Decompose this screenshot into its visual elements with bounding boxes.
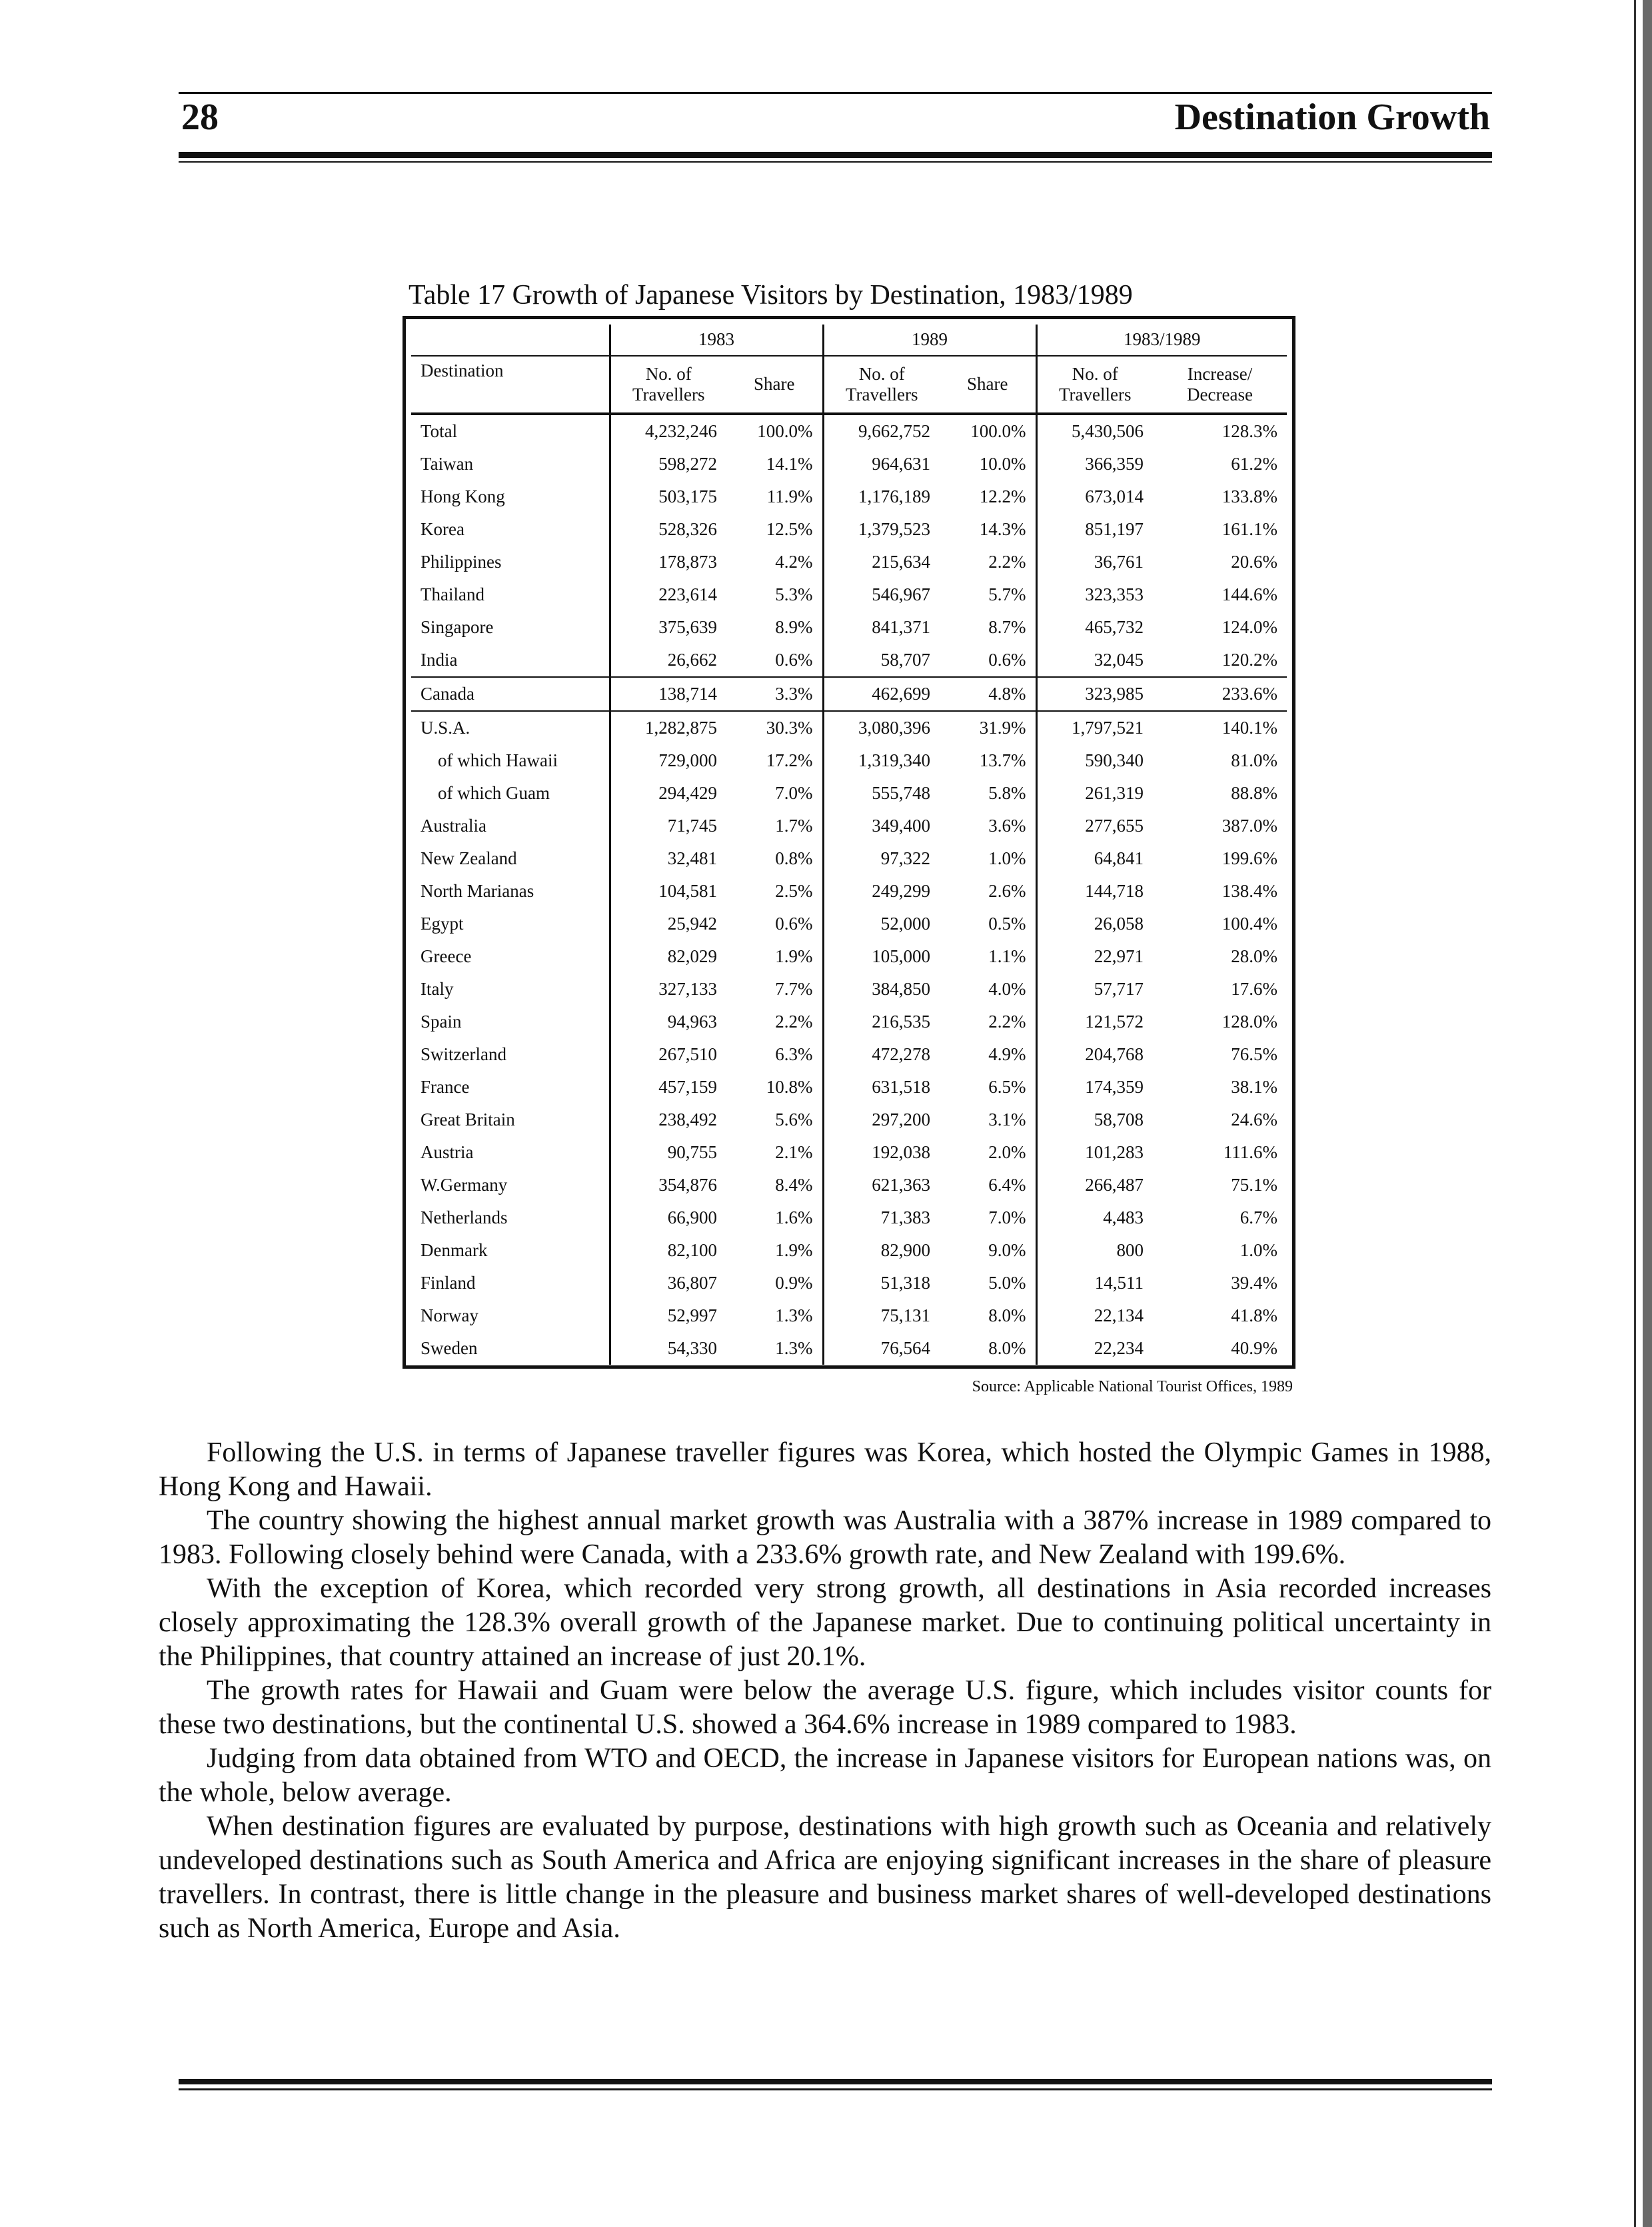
row-increase: 88.8% [1231, 783, 1278, 803]
row-travellers-1983: 90,755 [610, 1136, 726, 1169]
row-travellers-1989: 75,131 [823, 1299, 940, 1332]
row-increase: 124.0% [1222, 617, 1278, 637]
row-travellers-1983: 267,510 [610, 1038, 726, 1071]
row-destination: New Zealand [420, 848, 517, 868]
row-travellers-1989: 555,748 [823, 777, 940, 810]
row-increase: 17.6% [1231, 979, 1278, 999]
row-travellers-change: 590,340 [1036, 744, 1153, 777]
row-share-1983: 30.3% [726, 711, 823, 744]
row-travellers-change: 323,985 [1036, 677, 1153, 711]
row-increase: 61.2% [1231, 454, 1278, 474]
table-row [411, 578, 1287, 611]
row-travellers-1983: 52,997 [610, 1299, 726, 1332]
row-share-1989: 9.0% [988, 1240, 1026, 1260]
row-increase: 28.0% [1231, 946, 1278, 966]
row-travellers-1983: 375,639 [610, 611, 726, 644]
row-share-1983: 1.9% [775, 1240, 813, 1260]
row-share-1983: 8.9% [775, 617, 813, 637]
row-share-1989: 8.0% [988, 1305, 1026, 1325]
row-destination: Taiwan [420, 454, 474, 474]
row-increase: 387.0% [1222, 816, 1278, 836]
row-destination: India [420, 650, 458, 670]
table-row [411, 644, 1287, 677]
row-increase: 41.8% [1231, 1305, 1278, 1325]
row-travellers-1983: 238,492 [610, 1104, 726, 1136]
row-share-1983: 11.9% [766, 486, 813, 506]
row-increase: 128.0% [1222, 1012, 1278, 1032]
page-edge [1643, 0, 1652, 2227]
table-row [411, 1071, 1287, 1104]
row-travellers-change: 5,430,506 [1036, 414, 1153, 448]
table-row [411, 1169, 1287, 1201]
row-travellers-change: 36,761 [1036, 546, 1153, 578]
row-travellers-1989: 215,634 [823, 546, 940, 578]
row-increase: 133.8% [1222, 486, 1278, 506]
row-destination: Denmark [420, 1240, 488, 1260]
table-row [411, 677, 1287, 711]
row-travellers-1983: 54,330 [610, 1332, 726, 1365]
table-row [411, 1234, 1287, 1267]
year-header-1983: 1983 [610, 325, 823, 356]
row-increase: 233.6% [1153, 677, 1287, 711]
row-travellers-1989: 621,363 [823, 1169, 940, 1201]
table-row [411, 1299, 1287, 1332]
row-destination: Egypt [420, 914, 464, 934]
paragraph: The country showing the highest annual market growth was Australia with a 387% increase in 1989 compared to 1983. Following closely behind were Canada, with a 233.6% growth rate, and New Zealand with 199.6%. [159, 1505, 1491, 1570]
table-row [411, 448, 1287, 480]
row-destination: Korea [420, 519, 464, 539]
col-header-destination: Destination [411, 356, 610, 414]
row-travellers-change: 14,511 [1036, 1267, 1153, 1299]
row-destination: Hong Kong [420, 486, 505, 506]
col-header-travellers-1983: No. of Travellers [610, 356, 726, 414]
row-share-1983: 0.6% [775, 914, 813, 934]
row-destination: W.Germany [420, 1175, 508, 1195]
row-destination: Italy [420, 979, 454, 999]
table-row [411, 1201, 1287, 1234]
row-share-1983: 2.5% [775, 881, 813, 901]
row-travellers-1989: 82,900 [823, 1234, 940, 1267]
row-travellers-1983: 354,876 [610, 1169, 726, 1201]
row-share-1989: 1.1% [988, 946, 1026, 966]
row-travellers-1983: 457,159 [610, 1071, 726, 1104]
row-travellers-1983: 71,745 [610, 810, 726, 842]
row-destination: of which Guam [438, 783, 550, 803]
row-increase: 24.6% [1231, 1110, 1278, 1129]
row-travellers-1989: 71,383 [823, 1201, 940, 1234]
row-increase: 38.1% [1231, 1077, 1278, 1097]
footer-rule-thick [179, 2079, 1492, 2084]
header-blank [411, 325, 610, 356]
row-travellers-1989: 105,000 [823, 940, 940, 973]
row-share-1989: 4.0% [988, 979, 1026, 999]
row-destination: Sweden [420, 1338, 478, 1358]
row-travellers-1989: 841,371 [823, 611, 940, 644]
row-destination: Spain [420, 1012, 462, 1032]
row-travellers-1983: 104,581 [610, 875, 726, 908]
row-travellers-1983: 1,282,875 [610, 711, 726, 744]
row-travellers-1989: 97,322 [823, 842, 940, 875]
row-share-1983: 17.2% [766, 750, 813, 770]
row-share-1983: 3.3% [726, 677, 823, 711]
row-share-1983: 10.8% [766, 1077, 813, 1097]
row-share-1989: 1.0% [988, 848, 1026, 868]
row-travellers-1989: 216,535 [823, 1006, 940, 1038]
header-rule-thin [179, 161, 1492, 163]
row-share-1983: 1.7% [775, 816, 813, 836]
row-destination: Austria [420, 1142, 474, 1162]
table-row [411, 513, 1287, 546]
row-increase: 140.1% [1153, 711, 1287, 744]
year-header-change: 1983/1989 [1036, 325, 1287, 356]
row-share-1983: 1.3% [775, 1338, 813, 1358]
row-share-1983: 12.5% [766, 519, 813, 539]
row-travellers-1983: 25,942 [610, 908, 726, 940]
row-destination: Canada [411, 677, 610, 711]
table-row [411, 480, 1287, 513]
col-header-increase: Increase/ Decrease [1153, 356, 1287, 414]
row-destination: Thailand [420, 584, 484, 604]
row-travellers-1983: 528,326 [610, 513, 726, 546]
row-destination: U.S.A. [411, 711, 610, 744]
table-source: Source: Applicable National Tourist Offices, 1989 [972, 1378, 1293, 1395]
row-travellers-1989: 964,631 [823, 448, 940, 480]
row-share-1989: 2.2% [988, 1012, 1026, 1032]
running-head: Destination Growth [1174, 97, 1490, 138]
header-rule-top [179, 92, 1492, 94]
row-travellers-change: 58,708 [1036, 1104, 1153, 1136]
row-travellers-1983: 82,029 [610, 940, 726, 973]
row-travellers-change: 204,768 [1036, 1038, 1153, 1071]
row-destination: Great Britain [420, 1110, 515, 1129]
page-edge-line [1634, 0, 1636, 2227]
row-share-1989: 6.5% [988, 1077, 1026, 1097]
row-travellers-change: 144,718 [1036, 875, 1153, 908]
row-travellers-1983: 82,100 [610, 1234, 726, 1267]
row-travellers-1983: 32,481 [610, 842, 726, 875]
row-travellers-1989: 1,176,189 [823, 480, 940, 513]
row-share-1989: 0.5% [988, 914, 1026, 934]
row-increase: 161.1% [1222, 519, 1278, 539]
row-destination: Singapore [420, 617, 494, 637]
row-destination: Switzerland [420, 1044, 506, 1064]
row-destination: Philippines [420, 552, 502, 572]
row-travellers-1983: 138,714 [610, 677, 726, 711]
row-travellers-change: 101,283 [1036, 1136, 1153, 1169]
row-travellers-change: 22,234 [1036, 1332, 1153, 1365]
row-travellers-1983: 327,133 [610, 973, 726, 1006]
table-row [411, 546, 1287, 578]
row-travellers-1989: 297,200 [823, 1104, 940, 1136]
row-travellers-1983: 66,900 [610, 1201, 726, 1234]
row-increase: 20.6% [1231, 552, 1278, 572]
year-header-1989: 1989 [823, 325, 1036, 356]
row-share-1989: 5.0% [988, 1273, 1026, 1293]
table-row [411, 842, 1287, 875]
row-increase: 128.3% [1222, 421, 1278, 441]
row-share-1989: 0.6% [988, 650, 1026, 670]
row-travellers-change: 64,841 [1036, 842, 1153, 875]
table-row [411, 810, 1287, 842]
row-share-1989: 13.7% [979, 750, 1026, 770]
table-row [411, 1332, 1287, 1365]
row-share-1989: 2.6% [988, 881, 1026, 901]
row-travellers-1989: 384,850 [823, 973, 940, 1006]
row-increase: 75.1% [1231, 1175, 1278, 1195]
row-increase: 111.6% [1223, 1142, 1278, 1162]
row-travellers-change: 266,487 [1036, 1169, 1153, 1201]
row-travellers-change: 174,359 [1036, 1071, 1153, 1104]
row-increase: 138.4% [1222, 881, 1278, 901]
row-share-1983: 1.3% [775, 1305, 813, 1325]
row-share-1989: 6.4% [988, 1175, 1026, 1195]
page-number: 28 [181, 97, 219, 138]
row-share-1983: 1.6% [775, 1207, 813, 1227]
col-header-travellers-1989: No. of Travellers [823, 356, 940, 414]
table-title: Table 17 Growth of Japanese Visitors by Destination, 1983/1989 [409, 280, 1133, 311]
row-share-1989: 100.0% [970, 421, 1026, 441]
row-share-1983: 1.9% [775, 946, 813, 966]
row-increase: 40.9% [1231, 1338, 1278, 1358]
table-row [411, 1038, 1287, 1071]
footer-rule-thin [179, 2088, 1492, 2090]
row-share-1989: 5.7% [988, 584, 1026, 604]
paragraph: When destination figures are evaluated by purpose, destinations with high growth such as Oceania and relatively undeveloped destinations such as South America and Africa are enjoying significant increases in the share of pleasure travellers. In contrast, there is little change in the pleasure and business market shares of well-developed destinations such as North America, Europe and Asia. [159, 1811, 1491, 1944]
row-travellers-1983: 4,232,246 [610, 414, 726, 448]
row-increase: 6.7% [1239, 1207, 1278, 1227]
row-share-1989: 8.7% [988, 617, 1026, 637]
row-travellers-1983: 294,429 [610, 777, 726, 810]
table-row [411, 1267, 1287, 1299]
row-share-1989: 31.9% [940, 711, 1036, 744]
row-travellers-1989: 9,662,752 [823, 414, 940, 448]
paragraph: With the exception of Korea, which recorded very strong growth, all destinations in Asia recorded increases closely approximating the 128.3% overall growth of the Japanese market. Due to continuing political uncertainty in the Philippines, that country attained an increase of just 20.1%. [159, 1573, 1491, 1672]
row-share-1989: 5.8% [988, 783, 1026, 803]
table-row [411, 1136, 1287, 1169]
table-row [411, 744, 1287, 777]
row-travellers-1983: 178,873 [610, 546, 726, 578]
row-destination: Norway [420, 1305, 478, 1325]
col-header-share-1983: Share [726, 356, 823, 414]
row-travellers-1989: 1,319,340 [823, 744, 940, 777]
row-share-1983: 0.9% [775, 1273, 813, 1293]
table-row [411, 414, 1287, 448]
row-share-1989: 8.0% [988, 1338, 1026, 1358]
row-travellers-1989: 631,518 [823, 1071, 940, 1104]
row-travellers-change: 323,353 [1036, 578, 1153, 611]
table-row [411, 875, 1287, 908]
row-travellers-1983: 223,614 [610, 578, 726, 611]
row-share-1989: 14.3% [979, 519, 1026, 539]
data-table [411, 325, 1287, 1365]
row-increase: 81.0% [1231, 750, 1278, 770]
row-share-1983: 0.8% [775, 848, 813, 868]
row-travellers-change: 277,655 [1036, 810, 1153, 842]
row-travellers-change: 673,014 [1036, 480, 1153, 513]
row-travellers-1989: 58,707 [823, 644, 940, 677]
row-share-1983: 7.7% [775, 979, 813, 999]
row-travellers-1989: 52,000 [823, 908, 940, 940]
row-increase: 100.4% [1222, 914, 1278, 934]
row-travellers-1983: 36,807 [610, 1267, 726, 1299]
row-travellers-change: 851,197 [1036, 513, 1153, 546]
data-table-frame [403, 316, 1295, 1369]
row-travellers-1983: 94,963 [610, 1006, 726, 1038]
table-row [411, 973, 1287, 1006]
table-row [411, 777, 1287, 810]
row-share-1983: 5.3% [775, 584, 813, 604]
row-travellers-change: 4,483 [1036, 1201, 1153, 1234]
row-travellers-change: 1,797,521 [1036, 711, 1153, 744]
row-share-1989: 3.6% [988, 816, 1026, 836]
row-travellers-1989: 51,318 [823, 1267, 940, 1299]
row-destination: Netherlands [420, 1207, 508, 1227]
row-travellers-1983: 503,175 [610, 480, 726, 513]
row-travellers-1989: 1,379,523 [823, 513, 940, 546]
row-destination: Total [420, 421, 458, 441]
row-travellers-1983: 598,272 [610, 448, 726, 480]
row-destination: North Marianas [420, 881, 534, 901]
row-travellers-change: 32,045 [1036, 644, 1153, 677]
row-travellers-1989: 349,400 [823, 810, 940, 842]
row-travellers-1989: 462,699 [823, 677, 940, 711]
row-destination: of which Hawaii [438, 750, 558, 770]
row-travellers-1989: 546,967 [823, 578, 940, 611]
paragraph: Following the U.S. in terms of Japanese traveller figures was Korea, which hosted the Olympic Games in 1988, Hong Kong and Hawaii. [159, 1437, 1491, 1502]
table-row [411, 940, 1287, 973]
row-travellers-change: 57,717 [1036, 973, 1153, 1006]
row-share-1983: 5.6% [775, 1110, 813, 1129]
row-share-1989: 3.1% [988, 1110, 1026, 1129]
row-increase: 1.0% [1239, 1240, 1278, 1260]
row-travellers-change: 22,971 [1036, 940, 1153, 973]
row-travellers-1983: 26,662 [610, 644, 726, 677]
table-row [411, 908, 1287, 940]
row-travellers-change: 366,359 [1036, 448, 1153, 480]
col-header-travellers-change: No. of Travellers [1036, 356, 1153, 414]
row-share-1983: 6.3% [775, 1044, 813, 1064]
body-text [159, 1436, 1491, 1946]
row-travellers-change: 261,319 [1036, 777, 1153, 810]
table-row [411, 711, 1287, 744]
row-increase: 199.6% [1222, 848, 1278, 868]
row-share-1983: 4.2% [775, 552, 813, 572]
row-share-1989: 2.2% [988, 552, 1026, 572]
table-row [411, 1006, 1287, 1038]
paragraph: Judging from data obtained from WTO and OECD, the increase in Japanese visitors for European nations was, on the whole, below average. [159, 1743, 1491, 1808]
row-travellers-change: 800 [1036, 1234, 1153, 1267]
row-travellers-1989: 192,038 [823, 1136, 940, 1169]
row-share-1989: 4.8% [940, 677, 1036, 711]
row-share-1989: 10.0% [979, 454, 1026, 474]
row-travellers-change: 22,134 [1036, 1299, 1153, 1332]
row-increase: 120.2% [1222, 650, 1278, 670]
row-share-1983: 8.4% [775, 1175, 813, 1195]
row-increase: 144.6% [1222, 584, 1278, 604]
row-travellers-1989: 76,564 [823, 1332, 940, 1365]
table-body [411, 414, 1287, 1365]
row-travellers-1989: 3,080,396 [823, 711, 940, 744]
row-destination: Greece [420, 946, 472, 966]
row-destination: France [420, 1077, 470, 1097]
row-share-1989: 7.0% [988, 1207, 1026, 1227]
row-travellers-1989: 249,299 [823, 875, 940, 908]
row-share-1983: 7.0% [775, 783, 813, 803]
row-share-1989: 12.2% [979, 486, 1026, 506]
row-share-1983: 100.0% [757, 421, 813, 441]
row-increase: 76.5% [1231, 1044, 1278, 1064]
paragraph: The growth rates for Hawaii and Guam were below the average U.S. figure, which includes visitor counts for these two destinations, but the continental U.S. showed a 364.6% increase in 1989 compared to 1983. [159, 1675, 1491, 1740]
row-travellers-change: 26,058 [1036, 908, 1153, 940]
row-share-1983: 14.1% [766, 454, 813, 474]
row-share-1989: 2.0% [988, 1142, 1026, 1162]
row-share-1983: 2.1% [775, 1142, 813, 1162]
table-row [411, 1104, 1287, 1136]
row-share-1983: 2.2% [775, 1012, 813, 1032]
row-share-1989: 4.9% [988, 1044, 1026, 1064]
row-travellers-1989: 472,278 [823, 1038, 940, 1071]
header-rule-thick [179, 152, 1492, 158]
row-increase: 39.4% [1231, 1273, 1278, 1293]
table-row [411, 611, 1287, 644]
col-header-share-1989: Share [940, 356, 1036, 414]
row-travellers-change: 465,732 [1036, 611, 1153, 644]
row-destination: Australia [420, 816, 486, 836]
row-travellers-change: 121,572 [1036, 1006, 1153, 1038]
row-share-1983: 0.6% [775, 650, 813, 670]
row-destination: Finland [420, 1273, 476, 1293]
row-travellers-1983: 729,000 [610, 744, 726, 777]
